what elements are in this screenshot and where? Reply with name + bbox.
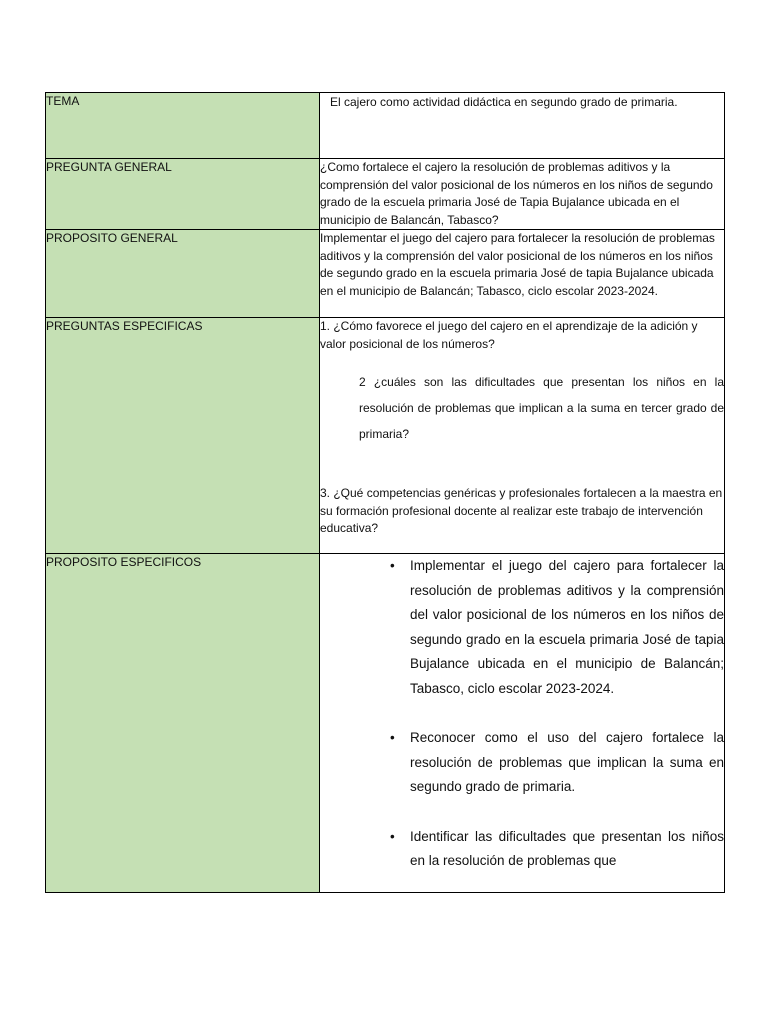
research-table bbox=[45, 92, 725, 893]
tema-text: El cajero como actividad didáctica en segundo grado de primaria. bbox=[330, 95, 678, 109]
objectives-list bbox=[320, 554, 724, 874]
question-3: 3. ¿Qué competencias genéricas y profesionales fortalecen a la maestra en su formación profesional docente al realizar este trabajo de intervención educativa? bbox=[320, 486, 723, 535]
question-1: 1. ¿Cómo favorece el juego del cajero en el aprendizaje de la adición y valor posicional de los números? bbox=[320, 319, 698, 351]
row-content-proposito-especificos bbox=[320, 554, 725, 893]
list-item bbox=[390, 825, 724, 874]
objective-text: Identificar las dificultades que presentan los niños en la resolución de problemas que bbox=[410, 828, 724, 869]
bullet-list-clip bbox=[320, 554, 724, 892]
table-row bbox=[46, 230, 725, 318]
bullet-icon: • bbox=[390, 558, 395, 573]
objective-text: Implementar el juego del cajero para fortalecer la resolución de problemas aditivos y la comprensión del valor posicional de los números en los niños de segundo grado en la escuela primaria José de tapia Bujalance ubicada en el municipio de Balancán; Tabasco, ciclo escolar 2023-2024. bbox=[410, 558, 724, 696]
objective-text: Reconocer como el uso del cajero fortalece la resolución de problemas que implican la suma en segundo grado de primaria. bbox=[410, 730, 724, 795]
row-content-preguntas-especificas bbox=[320, 318, 725, 554]
list-item bbox=[390, 554, 724, 702]
row-label-proposito-especificos: PROPOSITO ESPECIFICOS bbox=[46, 554, 320, 893]
table-row bbox=[46, 93, 725, 159]
table-row bbox=[46, 318, 725, 554]
row-content-pregunta-general: ¿Como fortalece el cajero la resolución de problemas aditivos y la comprensión del valor posicional de los números en los niños de segundo grado de la escuela primaria José de Tapia Bujalance ubicada en el municipio de Balancán, Tabasco? bbox=[320, 159, 725, 230]
table-row bbox=[46, 554, 725, 893]
list-item bbox=[390, 726, 724, 800]
row-content-tema bbox=[320, 93, 725, 159]
row-content-proposito-general: Implementar el juego del cajero para fortalecer la resolución de problemas aditivos y la comprensión del valor posicional de los números en los niños de segundo grado en la escuela primaria José de tapia Bujalance ubicada en el municipio de Balancán; Tabasco, ciclo escolar 2023-2024. bbox=[320, 230, 725, 318]
bullet-icon: • bbox=[390, 730, 395, 746]
row-label-pregunta-general: PREGUNTA GENERAL bbox=[46, 159, 320, 230]
row-label-proposito-general: PROPOSITO GENERAL bbox=[46, 230, 320, 318]
question-2: 2 ¿cuáles son las dificultades que presentan los niños en la resolución de problemas que implican a la suma en tercer grado de primaria? bbox=[359, 375, 724, 441]
row-label-tema: TEMA bbox=[46, 93, 320, 159]
bullet-icon: • bbox=[390, 828, 395, 844]
table-row bbox=[46, 159, 725, 230]
row-label-preguntas-especificas: PREGUNTAS ESPECIFICAS bbox=[46, 318, 320, 554]
